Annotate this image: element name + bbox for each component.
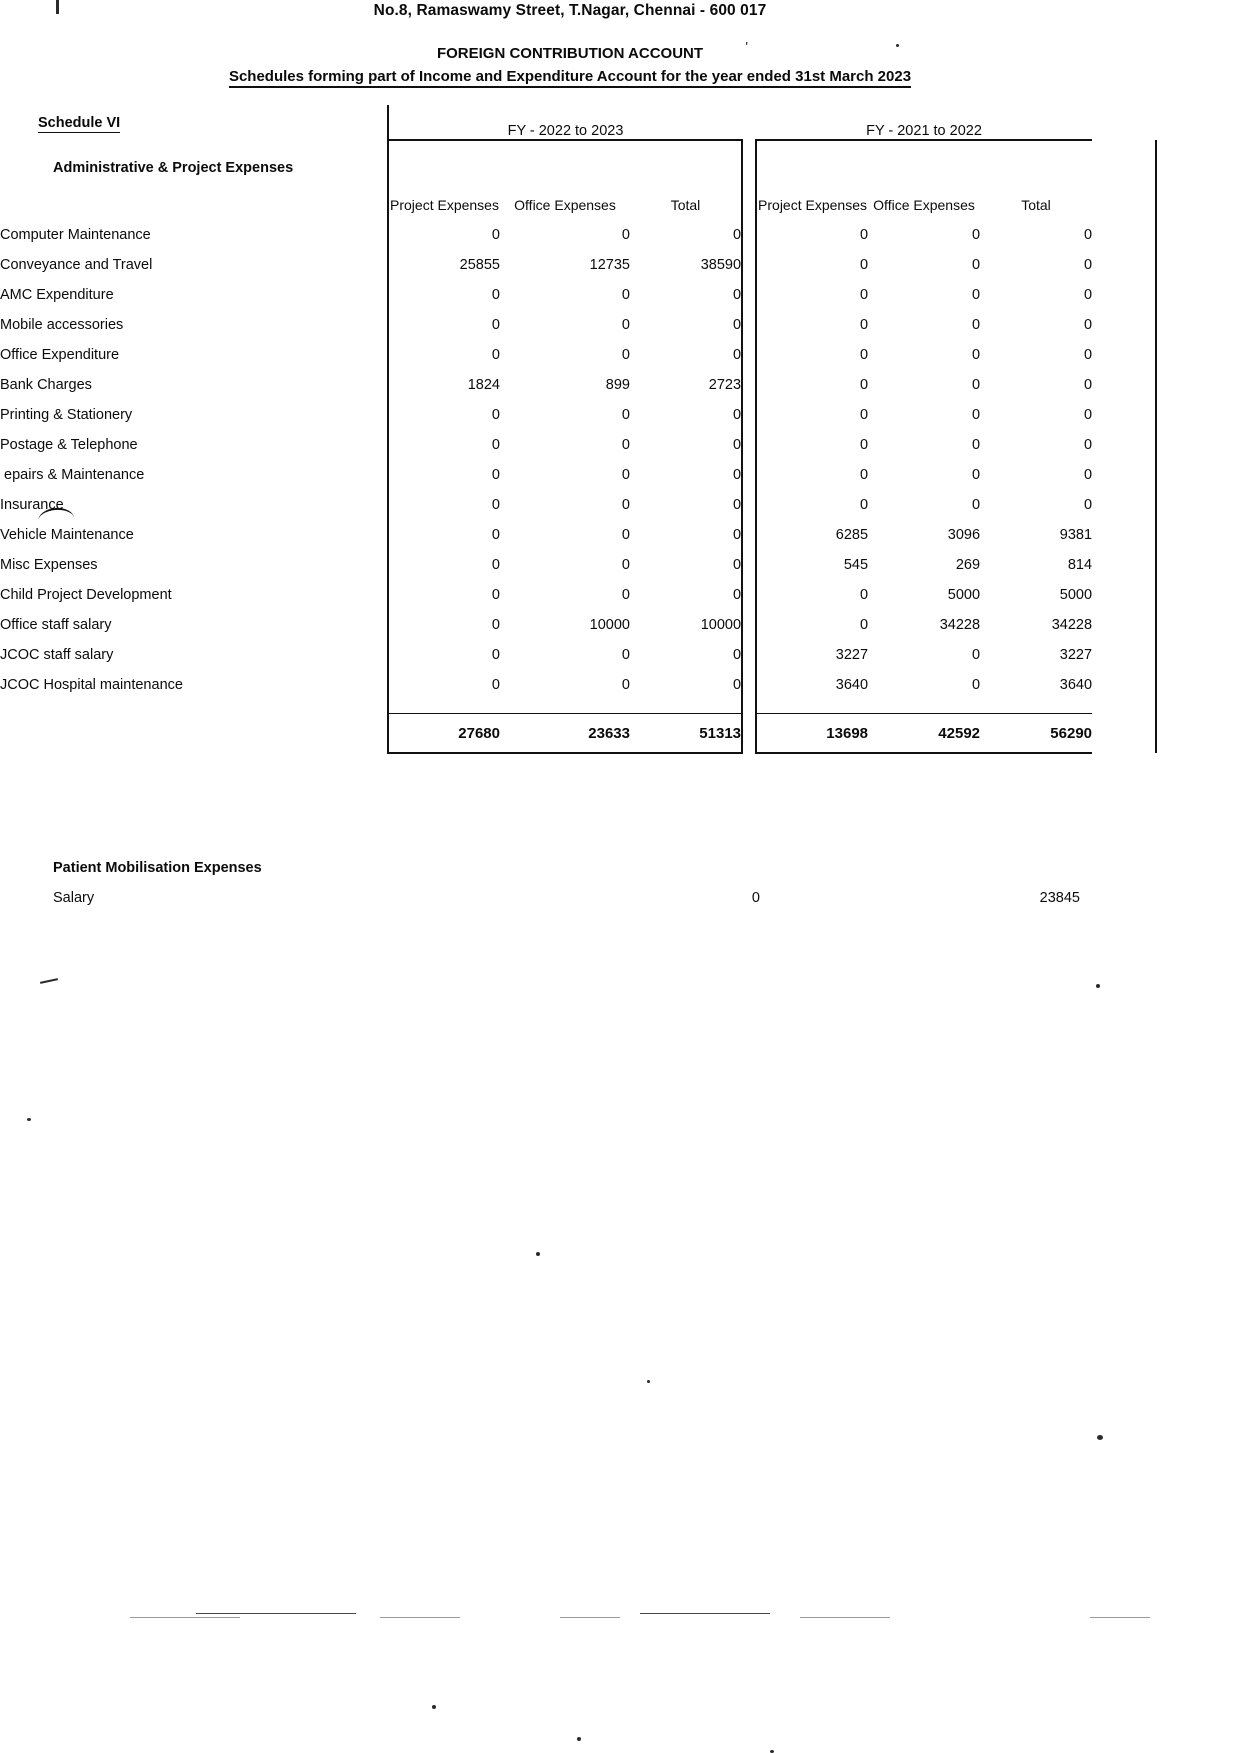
cell-cur-project: 0 [388,603,500,633]
cell-prev-office: 0 [971,437,981,453]
expense-row-label: Bank Charges [0,377,92,393]
expense-row-label: Child Project Development [0,587,172,603]
column-header-right-edge [1092,140,1156,213]
table-row [0,303,1156,333]
column-header-spacer [0,140,388,213]
expense-row-label: AMC Expenditure [0,287,114,303]
expense-row-label: epairs & Maintenance [0,467,145,483]
cell-prev-total: 0 [1083,257,1093,273]
cell-divider [742,423,756,453]
cell-cur-project: 0 [388,213,500,243]
scan-streak [380,1617,460,1618]
spacer-cur-office [500,693,630,714]
scan-speck [432,1705,436,1709]
cell-cur-project: 0 [388,453,500,483]
cell-cur-project: 0 [388,393,500,423]
document-account-title [0,39,1140,62]
expense-row-label: JCOC staff salary [0,647,114,663]
cell-prev-project: 3640 [835,677,869,693]
table-row [0,393,1156,423]
document-subtitle [0,68,1140,85]
cell-cur-total: 0 [732,347,742,363]
cell-divider [742,303,756,333]
cell-cur-project: 0 [388,483,500,513]
table-row [0,333,1156,363]
spacer-prev-total [980,693,1092,714]
cell-prev-project: 0 [859,287,869,303]
expense-row-label: Printing & Stationery [0,407,133,423]
scan-speck [647,1380,650,1383]
cell-cur-project: 0 [388,303,500,333]
cell-cur-office: 0 [621,677,630,693]
table-row [0,273,1156,303]
fy-right-edge [1092,105,1156,140]
cell-cur-office: 0 [621,437,630,453]
cell-cur-total: 2723 [708,377,742,393]
cell-cur-office: 0 [621,587,630,603]
column-header-cur-project: Project Expenses [388,140,500,213]
pre-total-spacer-row [0,693,1156,714]
cell-divider [742,273,756,303]
table-row [0,423,1156,453]
spacer-prev-office [868,693,980,714]
patient-mobilisation-title: Patient Mobilisation Expenses [53,860,262,876]
cell-prev-office: 0 [971,377,981,393]
scan-streak [560,1617,620,1618]
cell-prev-office: 5000 [947,587,981,603]
cell-prev-project: 3227 [835,647,869,663]
cell-right-edge [1092,303,1156,333]
cell-divider [742,573,756,603]
cell-divider [742,603,756,633]
cell-cur-project: 25855 [388,243,500,273]
cell-right-edge [1092,483,1156,513]
column-header-prev-office: Office Expenses [873,196,975,213]
cell-prev-project: 0 [859,317,869,333]
cell-cur-project: 0 [388,633,500,663]
cell-cur-office: 899 [605,377,630,393]
cell-divider [742,663,756,693]
cell-prev-total: 0 [1083,497,1093,513]
cell-cur-total: 38590 [700,257,742,273]
schedule-table-container [0,105,1140,754]
cell-right-edge [1092,423,1156,453]
cell-prev-project: 0 [859,497,869,513]
cell-divider [742,393,756,423]
schedule-table [0,105,1157,754]
totals-cur-total: 51313 [630,714,742,754]
cell-cur-total: 0 [732,497,742,513]
patient-mobilisation-current-value: 0 [751,890,760,906]
patient-mobilisation-row [0,890,1140,912]
cell-prev-total: 34228 [1051,617,1093,633]
cell-cur-office: 0 [621,647,630,663]
cell-prev-total: 5000 [1059,587,1093,603]
cell-divider [742,213,756,243]
column-header-prev-project: Project Expenses [758,196,867,213]
cell-prev-office: 0 [971,257,981,273]
totals-right-edge [1092,714,1156,754]
cell-cur-office: 0 [621,527,630,543]
spacer-cur-total [630,693,742,714]
cell-divider [742,363,756,393]
schedule-number-text: Schedule VI [38,115,121,131]
cell-prev-office: 34228 [939,617,981,633]
expense-row-label: Insurance [0,497,64,513]
cell-cur-office: 0 [621,497,630,513]
table-row [0,573,1156,603]
cell-cur-project: 0 [388,273,500,303]
cell-cur-project: 0 [388,663,500,693]
cell-cur-total: 0 [732,407,742,423]
cell-right-edge [1092,633,1156,663]
scan-speck [1096,984,1100,988]
cell-right-edge [1092,663,1156,693]
patient-mobilisation-row-label: Salary [53,890,95,906]
cell-prev-total: 0 [1083,227,1093,243]
cell-prev-project: 545 [843,557,869,573]
cell-prev-total: 0 [1083,407,1093,423]
cell-divider [742,483,756,513]
account-title-text: FOREIGN CONTRIBUTION ACCOUNT [436,45,704,62]
cell-prev-office: 3096 [947,527,981,543]
cell-right-edge [1092,543,1156,573]
spacer-divider [742,693,756,714]
scan-speck [1097,1435,1103,1440]
fy-group-divider [742,105,756,140]
expense-row-label: Office staff salary [0,617,112,633]
table-row [0,483,1156,513]
patient-mobilisation-previous-value: 23845 [1039,890,1080,906]
cell-right-edge [1092,363,1156,393]
fy-header-spacer [0,105,388,140]
totals-prev-office: 42592 [868,714,980,754]
spacer-label [0,693,388,714]
expense-row-label: JCOC Hospital maintenance [0,677,183,693]
cell-cur-total: 0 [732,467,742,483]
cell-divider [742,633,756,663]
cell-divider [742,453,756,483]
cell-cur-project: 0 [388,573,500,603]
scan-streak [130,1617,240,1618]
cell-right-edge [1092,573,1156,603]
cell-cur-office: 0 [621,467,630,483]
expense-row-label: Office Expenditure [0,347,120,363]
column-header-divider [742,140,756,213]
cell-right-edge [1092,513,1156,543]
cell-cur-total: 0 [732,527,742,543]
scan-speck [27,1118,31,1121]
expense-row-label: Conveyance and Travel [0,257,153,273]
cell-prev-office: 269 [955,557,981,573]
cell-cur-office: 0 [621,407,630,423]
cell-divider [742,513,756,543]
totals-divider [742,714,756,754]
column-header-row [0,140,1156,213]
cell-prev-total: 0 [1083,317,1093,333]
cell-divider [742,333,756,363]
cell-cur-office: 0 [621,227,630,243]
cell-prev-project: 0 [859,257,869,273]
column-header-prev-total: Total [1021,196,1051,213]
column-header-cur-office: Office Expenses [514,196,616,213]
cell-prev-project: 0 [859,347,869,363]
cell-prev-office: 0 [971,497,981,513]
document-subtitle-text: Schedules forming part of Income and Expenditure Account for the year ended 31st March 2023 [229,68,911,88]
fy-group-header-row [0,105,1156,140]
organisation-address: No.8, Ramaswamy Street, T.Nagar, Chennai - 600 017 [373,2,767,19]
totals-prev-project: 13698 [756,714,868,754]
cell-divider [742,543,756,573]
spacer-right-edge [1092,693,1156,714]
cell-prev-total: 0 [1083,437,1093,453]
cell-cur-project: 0 [388,423,500,453]
table-row [0,633,1156,663]
spacer-cur-project [388,693,500,714]
cell-right-edge [1092,243,1156,273]
cell-prev-total: 3640 [1059,677,1093,693]
table-row [0,243,1156,273]
cell-cur-total: 0 [732,557,742,573]
cell-cur-office: 0 [621,317,630,333]
cell-cur-project: 0 [388,543,500,573]
table-row [0,513,1156,543]
cell-prev-project: 0 [859,437,869,453]
cell-prev-project: 0 [859,407,869,423]
cell-prev-total: 814 [1067,557,1093,573]
expense-row-label: Computer Maintenance [0,227,151,243]
cell-cur-total: 10000 [700,617,742,633]
scan-streak [196,1613,356,1614]
cell-prev-project: 0 [859,377,869,393]
cell-prev-project: 0 [859,227,869,243]
cell-cur-office: 10000 [589,617,630,633]
table-row [0,213,1156,243]
table-row [0,543,1156,573]
cell-prev-total: 3227 [1059,647,1093,663]
cell-right-edge [1092,603,1156,633]
totals-row [0,714,1156,754]
cell-prev-total: 9381 [1059,527,1093,543]
cell-right-edge [1092,453,1156,483]
cell-right-edge [1092,333,1156,363]
cell-prev-office: 0 [971,407,981,423]
fy-previous-header: FY - 2021 to 2022 [756,105,1092,140]
cell-prev-total: 0 [1083,287,1093,303]
cell-prev-office: 0 [971,467,981,483]
expense-row-label: Vehicle Maintenance [0,527,134,543]
cell-prev-total: 0 [1083,467,1093,483]
spacer-prev-project [756,693,868,714]
scan-speck [536,1252,540,1256]
cell-cur-total: 0 [732,227,742,243]
scan-edge-mark [40,978,58,984]
totals-row-label [0,714,388,754]
cell-divider [742,243,756,273]
column-header-cur-total: Total [670,196,701,213]
cell-right-edge [1092,273,1156,303]
table-row [0,453,1156,483]
cell-cur-total: 0 [732,647,742,663]
scan-streak [1090,1617,1150,1618]
expense-row-label: Misc Expenses [0,557,98,573]
cell-prev-project: 0 [859,467,869,483]
cell-cur-total: 0 [732,317,742,333]
expense-row-label: Postage & Telephone [0,437,138,453]
totals-prev-total: 56290 [980,714,1092,754]
table-row [0,603,1156,633]
cell-cur-office: 0 [621,287,630,303]
cell-cur-total: 0 [732,587,742,603]
cell-right-edge [1092,213,1156,243]
cell-prev-office: 0 [971,647,981,663]
title-pen-mark: ' [745,39,748,54]
expense-rows-body [0,213,1156,693]
cell-cur-project: 0 [388,333,500,363]
scan-speck [577,1737,581,1741]
cell-prev-project: 0 [859,587,869,603]
cell-prev-project: 6285 [835,527,869,543]
cell-cur-office: 12735 [589,257,630,273]
table-row [0,663,1156,693]
cell-cur-total: 0 [732,677,742,693]
cell-prev-office: 0 [971,677,981,693]
scan-streak [800,1617,890,1618]
expense-section-title: Administrative & Project Expenses [53,160,294,176]
cell-cur-office: 0 [621,347,630,363]
cell-prev-project: 0 [859,617,869,633]
cell-prev-total: 0 [1083,377,1093,393]
cell-cur-project: 0 [388,513,500,543]
totals-cur-project: 27680 [388,714,500,754]
cell-cur-project: 1824 [388,363,500,393]
cell-cur-total: 0 [732,287,742,303]
cell-prev-total: 0 [1083,347,1093,363]
cell-cur-total: 0 [732,437,742,453]
scan-streak [640,1613,770,1614]
cell-right-edge [1092,393,1156,423]
cell-prev-office: 0 [971,347,981,363]
cell-prev-office: 0 [971,227,981,243]
totals-cur-office: 23633 [500,714,630,754]
cell-prev-office: 0 [971,287,981,303]
table-row [0,363,1156,393]
cell-prev-office: 0 [971,317,981,333]
cell-cur-office: 0 [621,557,630,573]
expense-row-label: Mobile accessories [0,317,124,333]
fy-current-header: FY - 2022 to 2023 [388,105,742,140]
